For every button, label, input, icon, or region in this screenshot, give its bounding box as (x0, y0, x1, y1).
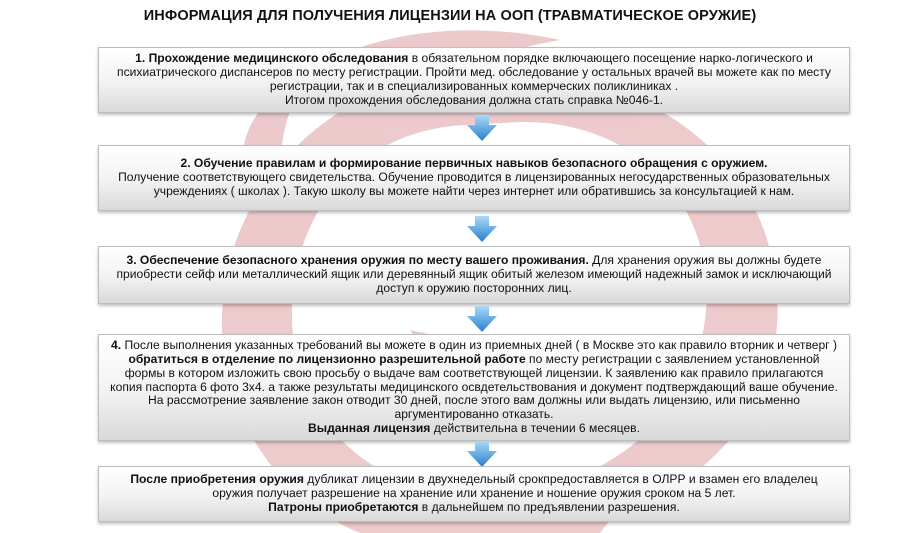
step-4-validity-text: действительна в течении 6 месяцев. (430, 420, 640, 435)
step-4-body-2: по месту регистрации с заявлением установленной формы в котором изложить свою просьбу о выдаче вам соответствующей лицензии. К заявлению как правило прилагаются копия паспорта 6 фото 3х4. а также результаты медицинского освдетельствования и документ подтверждающий ваше обучение. На рассмотрение заявление закон отводит 30 дней, после этого вам должны или выдать лицензию, или письменно аргументированно отказать. (110, 352, 838, 422)
step-5-ammo (109, 501, 839, 515)
step-3-panel (98, 246, 850, 304)
arrow-down-icon (467, 115, 497, 141)
step-4-validity (109, 422, 839, 436)
step-4-number: 4. (111, 338, 122, 353)
step-5-ammo-text: в дальнейшем по предъявлении разрешения. (418, 499, 680, 514)
step-3-body: Для хранения оружия вы должны будете приобрести сейф или металлический ящик или деревянный ящик обитый железом имеющий надежный замок и исключающий доступ к оружию посторонних лиц. (116, 253, 832, 295)
step-3-text (109, 254, 839, 295)
step-4-validity-label: Выданная лицензия (308, 420, 431, 435)
step-5-body: дубликат лицензии в двухнедельный срокпредоставляется в ОЛРР и взамен его владелец оружия получает разрешение на хранение или хранение и ношение оружия сроком на 5 лет. (212, 472, 818, 501)
step-5-text (109, 473, 839, 501)
step-2-heading: 2. Обучение правилам и формирование первичных навыков безопасного обращения с оружием. (180, 156, 768, 171)
step-5-ammo-label: Патроны приобретаются (268, 499, 419, 514)
arrow-down-icon (467, 216, 497, 242)
page-title: ИНФОРМАЦИЯ ДЛЯ ПОЛУЧЕНИЯ ЛИЦЕНЗИИ НА ООП (ТРАВМАТИЧЕСКОЕ ОРУЖИЕ) (143, 8, 757, 24)
step-4-heading: обратиться в отделение по лицензионно разрешительной работе (128, 352, 526, 366)
step-4-body-1: После выполнения указанных требований вы можете в один из приемных дней ( в Москве это как правило вторник и четверг ) (121, 338, 837, 353)
step-4-panel (98, 334, 850, 441)
step-1-text (109, 52, 839, 93)
step-1-tail: Итогом прохождения обследования должна стать справка №046-1. (284, 92, 664, 107)
step-4-text (109, 339, 839, 422)
arrow-down-icon (467, 441, 497, 467)
step-2-panel (98, 145, 850, 211)
step-1-heading: 1. Прохождение медицинского обследования (135, 51, 409, 66)
step-2-body: Получение соответствующего свидетельства. Обучение проводится в лицензированных негосударственных образовательных учреждениях ( школах ). Такую школу вы можете найти через интернет или обратившись за консультацией к нам. (118, 170, 830, 198)
step-3-heading: 3. Обеспечение безопасного хранения оружия по месту вашего проживания. (126, 253, 589, 268)
step-5-panel (98, 466, 850, 522)
step-1-panel (98, 47, 850, 113)
step-5-heading: После приобретения оружия (130, 472, 304, 487)
arrow-down-icon (467, 306, 497, 332)
step-1-body: в обязательном порядке включающего посещение нарко-логического и психиатрического диспансеров по месту регистрации. Пройти мед. обследование у остальных врачей вы можете как по месту регистрации, так и в специализированных коммерческих поликлиниках . (117, 51, 831, 93)
